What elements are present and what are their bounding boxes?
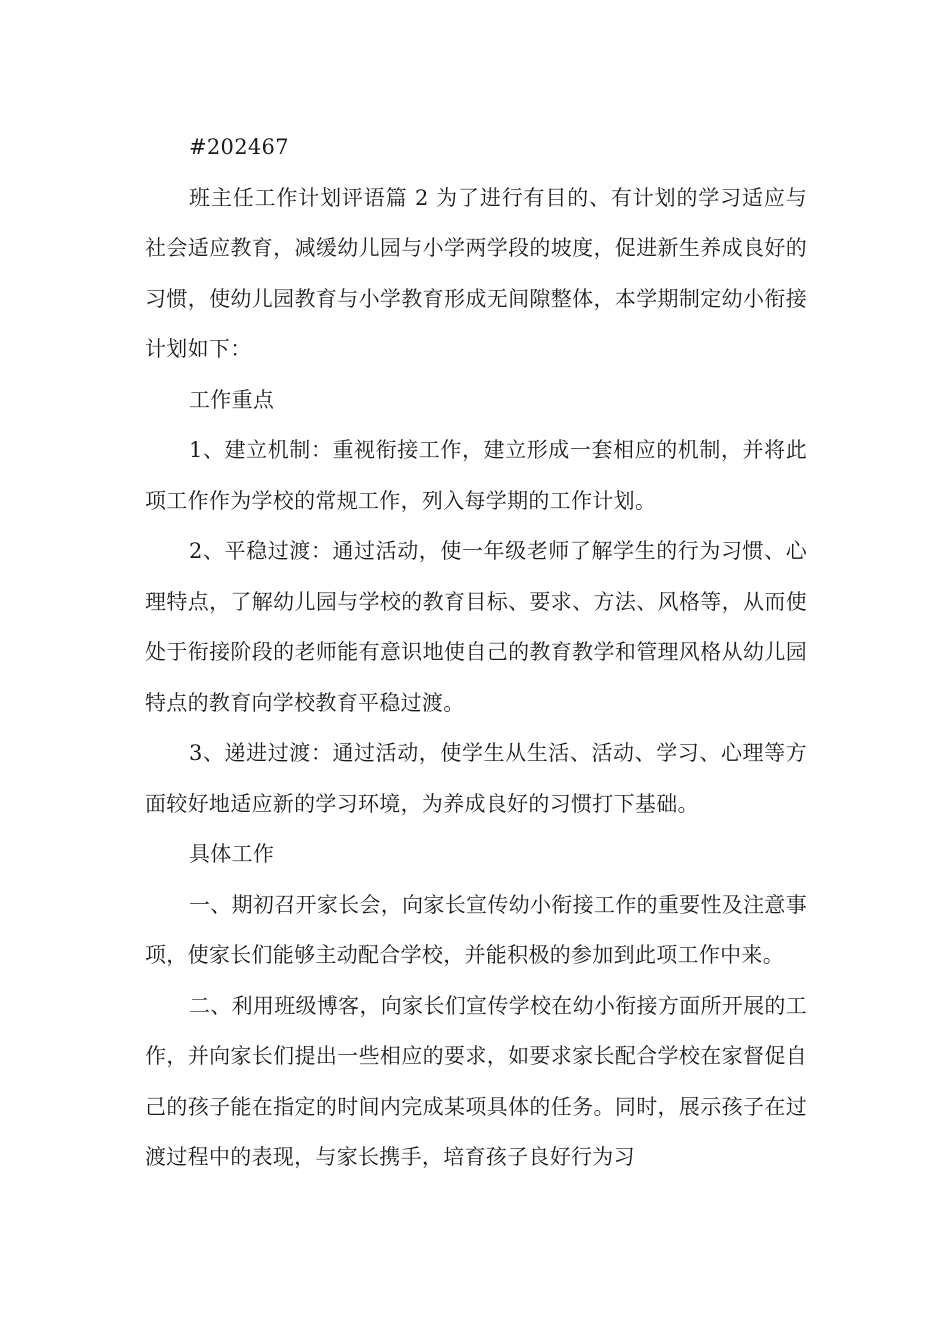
paragraph-item-1: 1、建立机制：重视衔接工作，建立形成一套相应的机制，并将此项工作作为学校的常规工作，列入每学期的工作计划。 (145, 438, 807, 513)
document-body (145, 122, 807, 1183)
paragraph-intro: 班主任工作计划评语篇 2 为了进行有目的、有计划的学习适应与社会适应教育，减缓幼儿园与小学两学段的坡度，促进新生养成良好的习惯，使幼儿园教育与小学教育形成无间隙整体，本学期制定幼小衔接计划如下： (145, 185, 807, 361)
document-id: #202467 (189, 135, 289, 159)
paragraph-item-2: 2、平稳过渡：通过活动，使一年级老师了解学生的行为习惯、心理特点，了解幼儿园与学校的教育目标、要求、方法、风格等，从而使处于衔接阶段的老师能有意识地使自己的教育教学和管理风格从幼儿园特点的教育向学校教育平稳过渡。 (145, 539, 807, 715)
paragraph-item-3: 3、递进过渡：通过活动，使学生从生活、活动、学习、心理等方面较好地适应新的学习环境，为养成良好的习惯打下基础。 (145, 741, 807, 816)
paragraph-task-2: 二、利用班级博客，向家长们宣传学校在幼小衔接方面所开展的工作，并向家长们提出一些相应的要求，如要求家长配合学校在家督促自己的孩子能在指定的时间内完成某项具体的任务。同时，展示孩子在过渡过程中的表现，与家长携手，培育孩子良好行为习 (145, 993, 807, 1169)
paragraph-task-1: 一、期初召开家长会，向家长宣传幼小衔接工作的重要性及注意事项，使家长们能够主动配合学校，并能积极的参加到此项工作中来。 (145, 892, 807, 967)
heading-work-focus: 工作重点 (189, 387, 275, 412)
heading-specific-work: 具体工作 (189, 842, 275, 866)
